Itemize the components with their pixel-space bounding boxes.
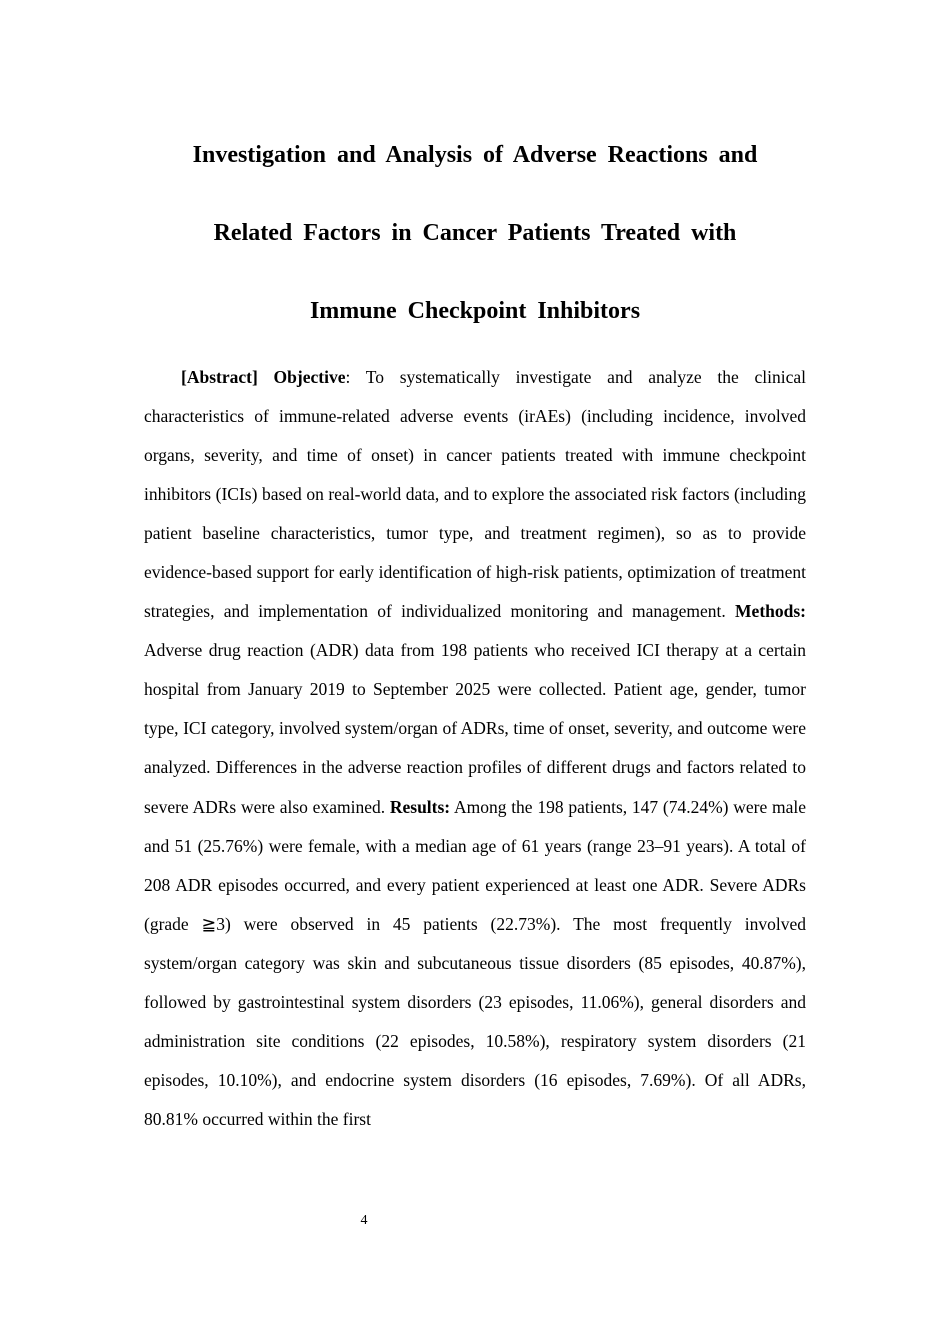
results-text: Among the 198 patients, 147 (74.24%) were male and 51 (25.76%) were female, with a median age of 61 years (range 23–91 years). A total of 208 ADR episodes occurred, and every patient experienced at least one ADR. Severe ADRs (grade ≧3) were observed in 45 patients (22.73%). The most frequently involved system/organ category was skin and subcutaneous tissue disorders (85 episodes, 40.87%), followed by gastrointestinal system disorders (23 episodes, 11.06%), general disorders and administration site conditions (22 episodes, 10.58%), respiratory system disorders (21 episodes, 10.10%), and endocrine system disorders (16 episodes, 7.69%). Of all ADRs, 80.81% occurred within the first [144,796,807,1129]
results-label: Results: [389,796,451,817]
abstract-paragraph [144,358,806,1139]
title-line-2: Related Factors in Cancer Patients Treated with [213,220,737,246]
page-number: 4 [360,1213,368,1228]
objective-label: Objective [273,367,346,387]
title-line-1: Investigation and Analysis of Adverse Reactions and [192,142,758,168]
methods-label: Methods: [735,601,806,622]
objective-text: : To systematically investigate and analyze the clinical characteristics of immune-related adverse events (irAEs) (including incidence, involved organs, severity, and time of onset) in cancer patients treated with immune checkpoint inhibitors (ICIs) based on real-world data, and to explore the associated risk factors (including patient baseline characteristics, tumor type, and treatment regimen), so as to provide evidence-based support for early identification of high-risk patients, optimization of treatment strategies, and implementation of individualized monitoring and management. [144,367,807,622]
abstract-label: [Abstract] [181,367,258,387]
title-line-3: Immune Checkpoint Inhibitors [309,298,641,324]
methods-text: Adverse drug reaction (ADR) data from 198 patients who received ICI therapy at a certain hospital from January 2019 to September 2025 were collected. Patient age, gender, tumor type, ICI category, involved system/organ of ADRs, time of onset, severity, and outcome were analyzed. Differences in the adverse reaction profiles of different drugs and factors related to severe ADRs were also examined. [144,640,806,817]
paper-title [144,116,806,350]
